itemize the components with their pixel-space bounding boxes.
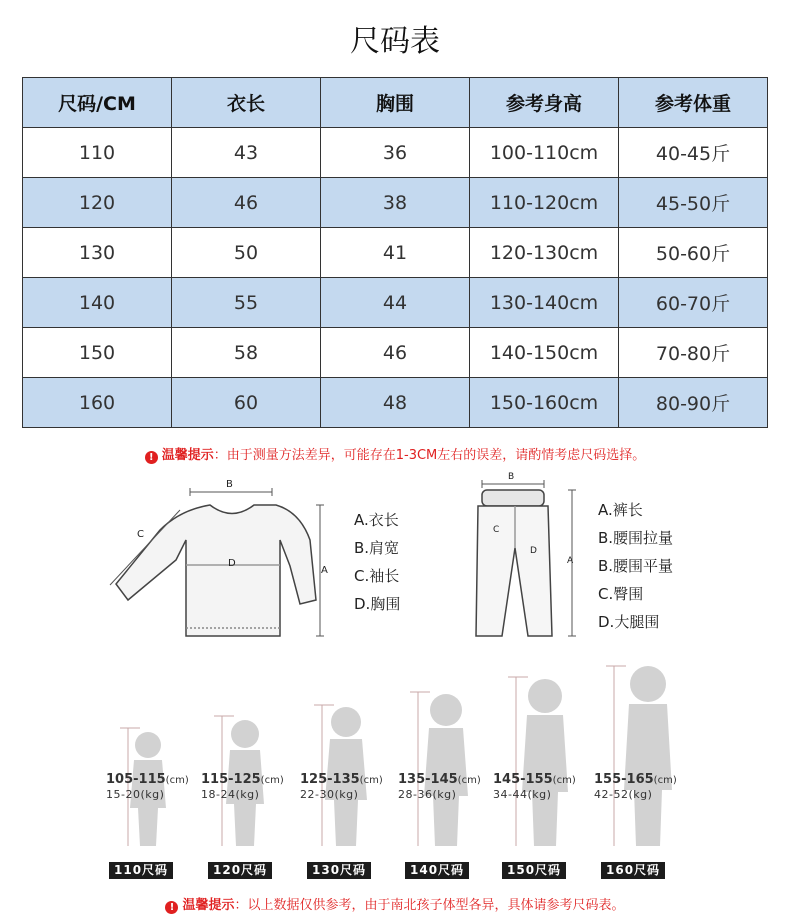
child-silhouette xyxy=(508,677,568,846)
legend-item: A.裤长 xyxy=(598,501,643,519)
height-range: 155-165 xyxy=(594,772,654,787)
weight-range: 28-36(kg) xyxy=(398,788,457,801)
size-badge: 150尺码 xyxy=(502,862,566,879)
table-cell: 80-90斤 xyxy=(619,378,768,428)
table-cell: 120-130cm xyxy=(470,228,619,278)
table-cell: 150-160cm xyxy=(470,378,619,428)
table-cell: 40-45斤 xyxy=(619,128,768,178)
size-badge: 160尺码 xyxy=(601,862,665,879)
table-cell: 160 xyxy=(23,378,172,428)
warning-icon: ! xyxy=(145,451,158,464)
table-cell: 70-80斤 xyxy=(619,328,768,378)
legend-item: D.胸围 xyxy=(354,595,401,613)
height-range: 145-155 xyxy=(493,772,553,787)
legend-item: C.臀围 xyxy=(598,585,644,603)
table-cell: 150 xyxy=(23,328,172,378)
shirt-label-d: D xyxy=(228,558,236,569)
column-header: 胸围 xyxy=(321,78,470,128)
table-cell: 36 xyxy=(321,128,470,178)
table-cell: 110 xyxy=(23,128,172,178)
height-unit: (cm) xyxy=(165,775,189,786)
shirt-label-b: B xyxy=(226,479,233,490)
height-unit: (cm) xyxy=(359,775,383,786)
table-cell: 120 xyxy=(23,178,172,228)
legend-item: B.肩宽 xyxy=(354,539,400,557)
column-header: 衣长 xyxy=(172,78,321,128)
weight-range: 22-30(kg) xyxy=(300,788,359,801)
table-cell: 50-60斤 xyxy=(619,228,768,278)
legend-item: B.腰围平量 xyxy=(598,557,674,575)
table-cell: 100-110cm xyxy=(470,128,619,178)
table-cell: 50 xyxy=(172,228,321,278)
table-cell: 43 xyxy=(172,128,321,178)
size-badge: 130尺码 xyxy=(307,862,371,879)
pants-label-b: B xyxy=(508,472,515,482)
height-unit: (cm) xyxy=(260,775,284,786)
child-silhouette xyxy=(120,728,166,846)
child-silhouette xyxy=(606,666,672,846)
legend-item: A.衣长 xyxy=(354,511,399,529)
pants-label-c: C xyxy=(493,525,500,535)
table-cell: 48 xyxy=(321,378,470,428)
height-range: 115-125 xyxy=(201,772,261,787)
height-unit: (cm) xyxy=(457,775,481,786)
tip-text: ：由于测量方法差异，可能存在1-3CM左右的误差，请酌情考虑尺码选择。 xyxy=(213,448,646,463)
size-badge: 120尺码 xyxy=(208,862,272,879)
table-cell: 44 xyxy=(321,278,470,328)
page-title: 尺码表 xyxy=(350,24,440,59)
height-range: 125-135 xyxy=(300,772,360,787)
weight-range: 18-24(kg) xyxy=(201,788,260,801)
shirt-label-c: C xyxy=(137,529,144,540)
size-badge: 140尺码 xyxy=(405,862,469,879)
table-cell: 38 xyxy=(321,178,470,228)
table-cell: 60 xyxy=(172,378,321,428)
height-unit: (cm) xyxy=(552,775,576,786)
tip-text: ：以上数据仅供参考，由于南北孩子体型各异，具体请参考尺码表。 xyxy=(234,898,625,913)
child-silhouette xyxy=(410,692,468,846)
column-header: 参考身高 xyxy=(470,78,619,128)
table-cell: 130 xyxy=(23,228,172,278)
table-cell: 130-140cm xyxy=(470,278,619,328)
weight-range: 34-44(kg) xyxy=(493,788,552,801)
column-header: 参考体重 xyxy=(619,78,768,128)
table-cell: 110-120cm xyxy=(470,178,619,228)
weight-range: 42-52(kg) xyxy=(594,788,653,801)
legend-item: B.腰围拉量 xyxy=(598,529,674,547)
table-cell: 45-50斤 xyxy=(619,178,768,228)
column-header: 尺码/CM xyxy=(23,78,172,128)
weight-range: 15-20(kg) xyxy=(106,788,165,801)
table-cell: 41 xyxy=(321,228,470,278)
pants-label-a: A xyxy=(567,556,574,566)
table-cell: 46 xyxy=(321,328,470,378)
warning-icon: ! xyxy=(165,901,178,914)
table-cell: 60-70斤 xyxy=(619,278,768,328)
legend-item: D.大腿围 xyxy=(598,613,660,631)
legend-item: C.袖长 xyxy=(354,567,400,585)
table-cell: 140 xyxy=(23,278,172,328)
size-badge: 110尺码 xyxy=(109,862,173,879)
table-cell: 58 xyxy=(172,328,321,378)
table-cell: 46 xyxy=(172,178,321,228)
tip-label: 温馨提示 xyxy=(182,898,235,913)
table-cell: 55 xyxy=(172,278,321,328)
height-unit: (cm) xyxy=(653,775,677,786)
reference-tip xyxy=(0,894,790,914)
shirt-label-a: A xyxy=(321,565,328,576)
height-range: 135-145 xyxy=(398,772,458,787)
pants-label-d: D xyxy=(530,546,537,556)
tip-label: 温馨提示 xyxy=(161,448,214,463)
height-range: 105-115 xyxy=(106,772,166,787)
table-cell: 140-150cm xyxy=(470,328,619,378)
